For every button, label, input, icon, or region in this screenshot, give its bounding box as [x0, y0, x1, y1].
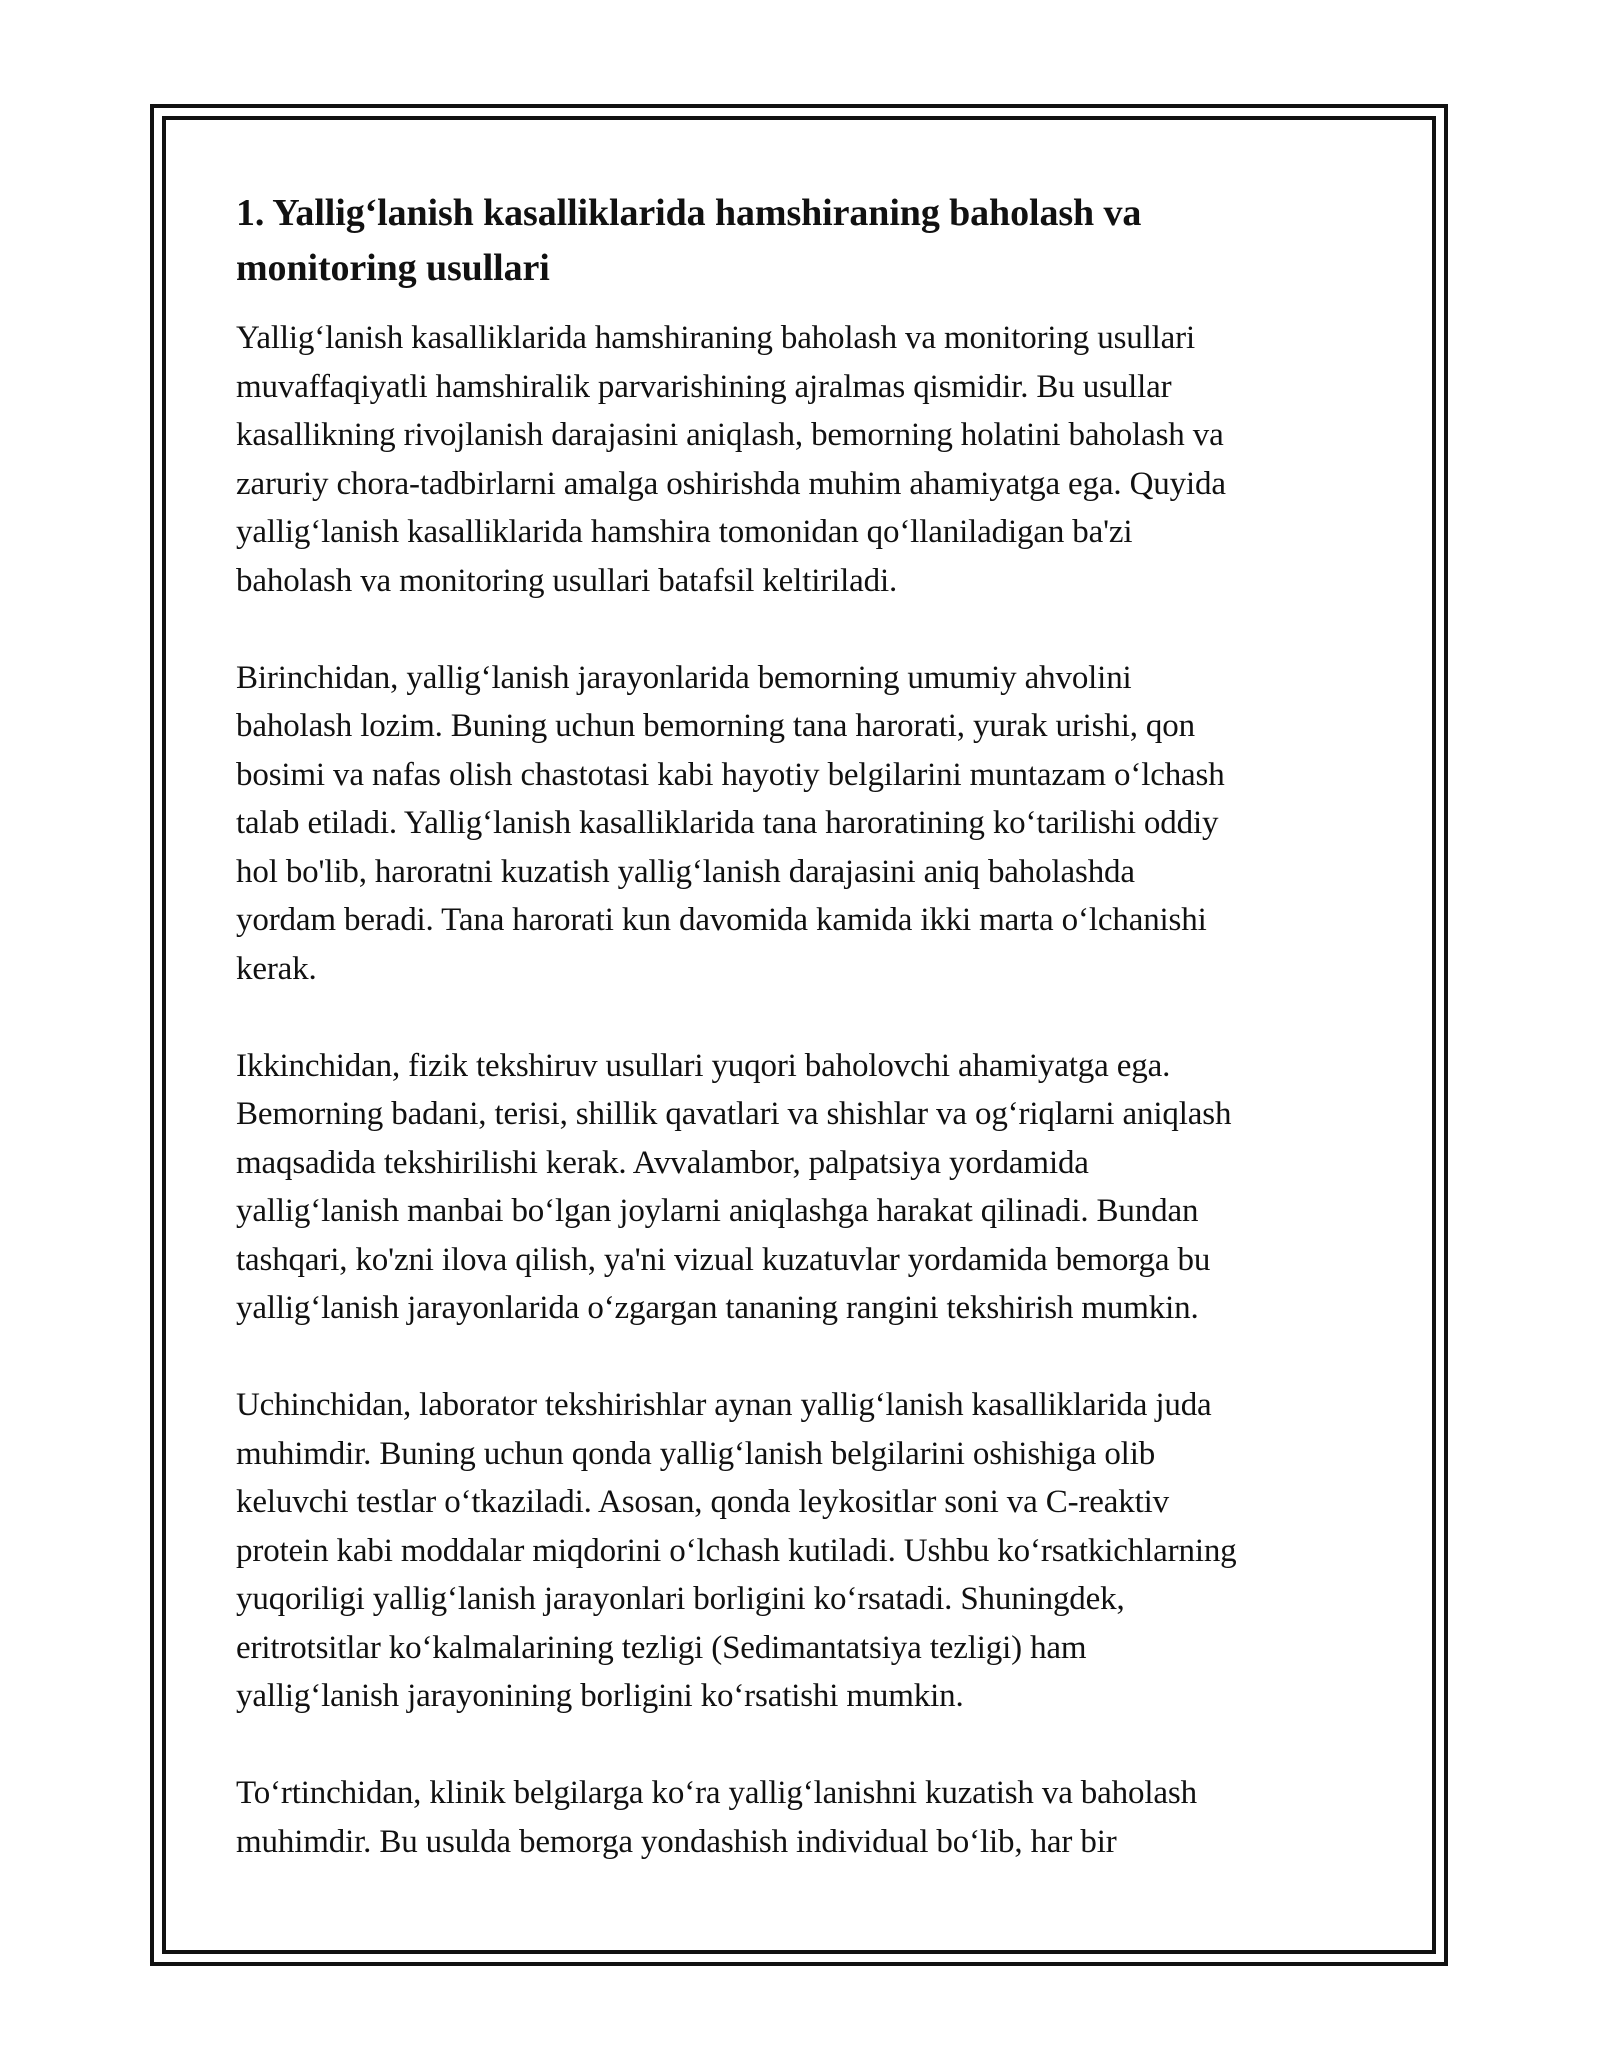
text-line: bosimi va nafas olish chastotasi kabi hayotiy belgilarini muntazam o‘lchash	[236, 756, 1225, 793]
text-line: baholash lozim. Buning uchun bemorning tana harorati, yurak urishi, qon	[236, 708, 1195, 744]
text-line: Yallig‘lanish kasalliklarida hamshiraning baholash va monitoring usullari	[236, 320, 1196, 356]
text-line: baholash va monitoring usullari batafsil keltiriladi.	[236, 562, 898, 599]
text-line: muhimdir. Buning uchun qonda yallig‘lanish belgilarini oshishiga olib	[236, 1435, 1156, 1472]
text-line: kasallikning rivojlanish darajasini aniqlash, bemorning holatini baholash va	[236, 417, 1224, 453]
text-line: zaruriy chora-tadbirlarni amalga oshirishda muhim ahamiyatga ega. Quyida	[236, 465, 1226, 502]
paragraph-first	[236, 654, 1376, 994]
paragraph-fourth	[236, 1769, 1376, 1866]
text-line: yallig‘lanish kasalliklarida hamshira tomonidan qo‘llaniladigan ba'zi	[236, 514, 1133, 550]
title-line: monitoring usullari	[236, 247, 550, 289]
text-line: talab etiladi. Yallig‘lanish kasalliklarida tana haroratining ko‘tarilishi oddiy	[236, 805, 1219, 841]
text-line: Ikkinchidan, fizik tekshiruv usullari yuqori baholovchi ahamiyatga ega.	[236, 1047, 1171, 1084]
text-line: yordam beradi. Tana harorati kun davomida kamida ikki marta o‘lchanishi	[236, 902, 1207, 938]
paragraph-intro	[236, 314, 1376, 605]
text-line: To‘rtinchidan, klinik belgilarga ko‘ra yallig‘lanishni kuzatish va baholash	[236, 1775, 1197, 1811]
section-title	[236, 186, 1376, 296]
text-line: Bemorning badani, terisi, shillik qavatlari va shishlar va og‘riqlarni aniqlash	[236, 1096, 1232, 1132]
text-line: muhimdir. Bu usulda bemorga yondashish individual bo‘lib, har bir	[236, 1823, 1117, 1860]
text-line: eritrotsitlar ko‘kalmalarining tezligi (Sedimantatsiya tezligi) ham	[236, 1629, 1087, 1666]
text-line: tashqari, ko'zni ilova qilish, ya'ni vizual kuzatuvlar yordamida bemorga bu	[236, 1241, 1211, 1278]
text-line: kerak.	[236, 950, 317, 987]
text-line: yuqoriligi yallig‘lanish jarayonlari borligini ko‘rsatadi. Shuningdek,	[236, 1581, 1125, 1617]
text-line: yallig‘lanish manbai bo‘lgan joylarni aniqlashga harakat qilinadi. Bundan	[236, 1193, 1199, 1229]
text-line: yallig‘lanish jarayonlarida o‘zgargan tananing rangini tekshirish mumkin.	[236, 1290, 1199, 1326]
text-line: protein kabi moddalar miqdorini o‘lchash kutiladi. Ushbu ko‘rsatkichlarning	[236, 1532, 1237, 1569]
text-line: maqsadida tekshirilishi kerak. Avvalambor, palpatsiya yordamida	[236, 1144, 1089, 1181]
paragraph-second	[236, 1042, 1376, 1333]
text-line: Uchinchidan, laborator tekshirishlar aynan yallig‘lanish kasalliklarida juda	[236, 1387, 1212, 1423]
text-line: yallig‘lanish jarayonining borligini ko‘rsatishi mumkin.	[236, 1678, 964, 1714]
text-line: Birinchidan, yallig‘lanish jarayonlarida bemorning umumiy ahvolini	[236, 659, 1132, 696]
text-line: keluvchi testlar o‘tkaziladi. Asosan, qonda leykositlar soni va C-reaktiv	[236, 1484, 1169, 1520]
paragraph-third	[236, 1381, 1376, 1721]
title-line: 1. Yallig‘lanish kasalliklarida hamshiraning baholash va	[236, 192, 1142, 234]
text-line: hol bo'lib, haroratni kuzatish yallig‘lanish darajasini aniq baholashda	[236, 853, 1135, 890]
text-line: muvaffaqiyatli hamshiralik parvarishining ajralmas qismidir. Bu usullar	[236, 368, 1172, 405]
document-body	[236, 186, 1376, 1866]
